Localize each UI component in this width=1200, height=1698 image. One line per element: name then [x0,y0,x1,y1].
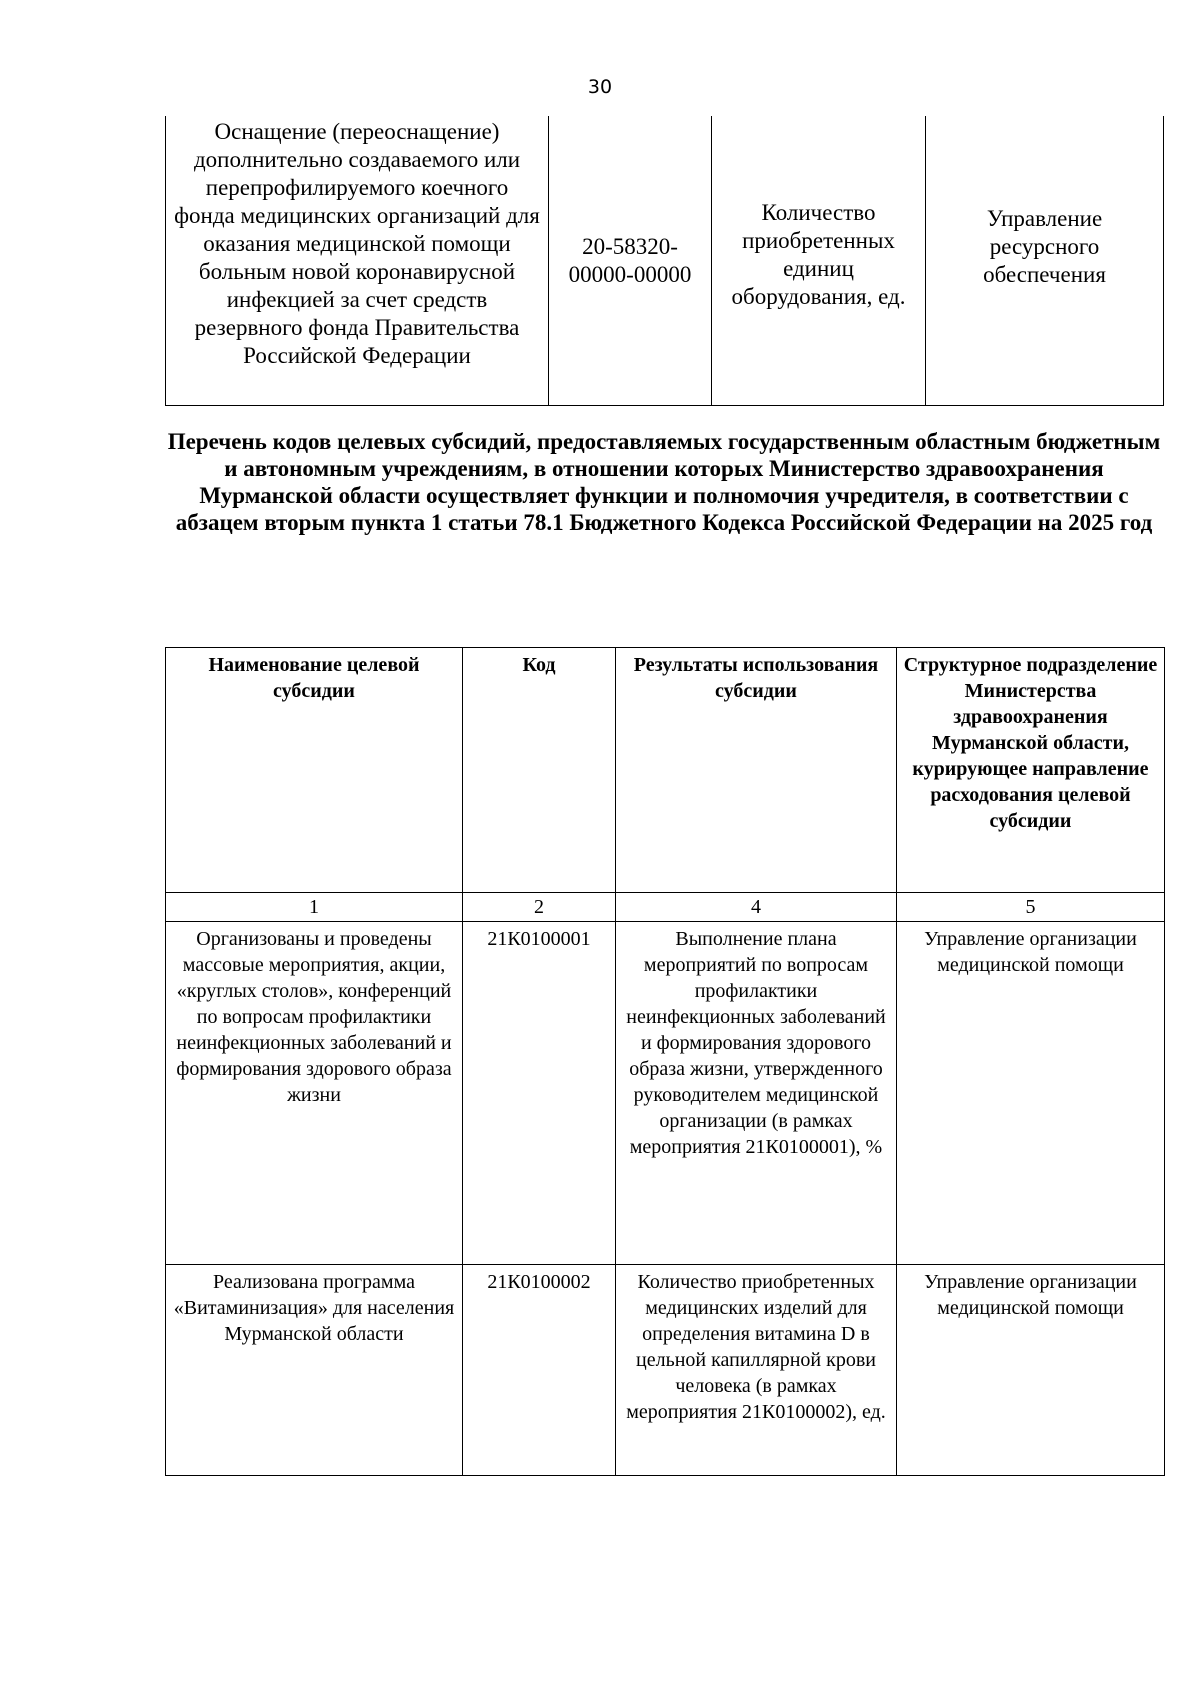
subsidy-result-cell: Выполнение плана мероприятий по вопросам профилактики неинфекционных заболеваний и формирования здорового образа жизни, утвержденного руководителем медицинской организации (в рамках мероприятия 21К0100001), % [616,922,897,1265]
subsidy-codes-table [165,647,1165,1476]
continuation-table [165,116,1164,406]
column-number: 4 [616,893,897,922]
subsidy-department-cell: Управление организации медицинской помощи [897,1265,1165,1476]
continuation-name-cell: Оснащение (переоснащение) дополнительно создаваемого или перепрофилируемого коечного фонда медицинских организаций для оказания медицинской помощи больным новой коронавирусной инфекцией за счет средств резервного фонда Правительства Российской Федерации [166,116,549,406]
column-numbers-row [166,893,1165,922]
subsidy-code-cell: 21К0100001 [463,922,616,1265]
table-row [166,922,1165,1265]
header-code: Код [463,648,616,893]
continuation-row [166,116,1164,406]
page-number: 30 [587,76,613,98]
table-row [166,1265,1165,1476]
continuation-result-cell: Количество приобретенных единиц оборудования, ед. [712,116,926,406]
subsidy-department-cell: Управление организации медицинской помощи [897,922,1165,1265]
continuation-code-cell: 20-58320-00000-00000 [549,116,712,406]
header-subsidy-name: Наименование целевой субсидии [166,648,463,893]
subsidy-code-cell: 21К0100002 [463,1265,616,1476]
section-heading: Перечень кодов целевых субсидий, предоставляемых государственным областным бюджетным и автономным учреждениям, в отношении которых Министерство здравоохранения Мурманской области осуществляет функции и полномочия учредителя, в соответствии с абзацем вторым пункта 1 статьи 78.1 Бюджетного Кодекса Российской Федерации на 2025 год [167,429,1161,535]
table-header-row [166,648,1165,893]
column-number: 2 [463,893,616,922]
subsidy-result-cell: Количество приобретенных медицинских изделий для определения витамина D в цельной капиллярной крови человека (в рамках мероприятия 21К0100002), ед. [616,1265,897,1476]
header-results: Результаты использования субсидии [616,648,897,893]
subsidy-name-cell: Реализована программа «Витаминизация» для населения Мурманской области [166,1265,463,1476]
header-department: Структурное подразделение Министерства здравоохранения Мурманской области, курирующее направление расходования целевой субсидии [897,648,1165,893]
subsidy-name-cell: Организованы и проведены массовые мероприятия, акции, «круглых столов», конференций по вопросам профилактики неинфекционных заболеваний и формирования здорового образа жизни [166,922,463,1265]
column-number: 1 [166,893,463,922]
column-number: 5 [897,893,1165,922]
continuation-department-cell: Управление ресурсного обеспечения [926,116,1164,406]
